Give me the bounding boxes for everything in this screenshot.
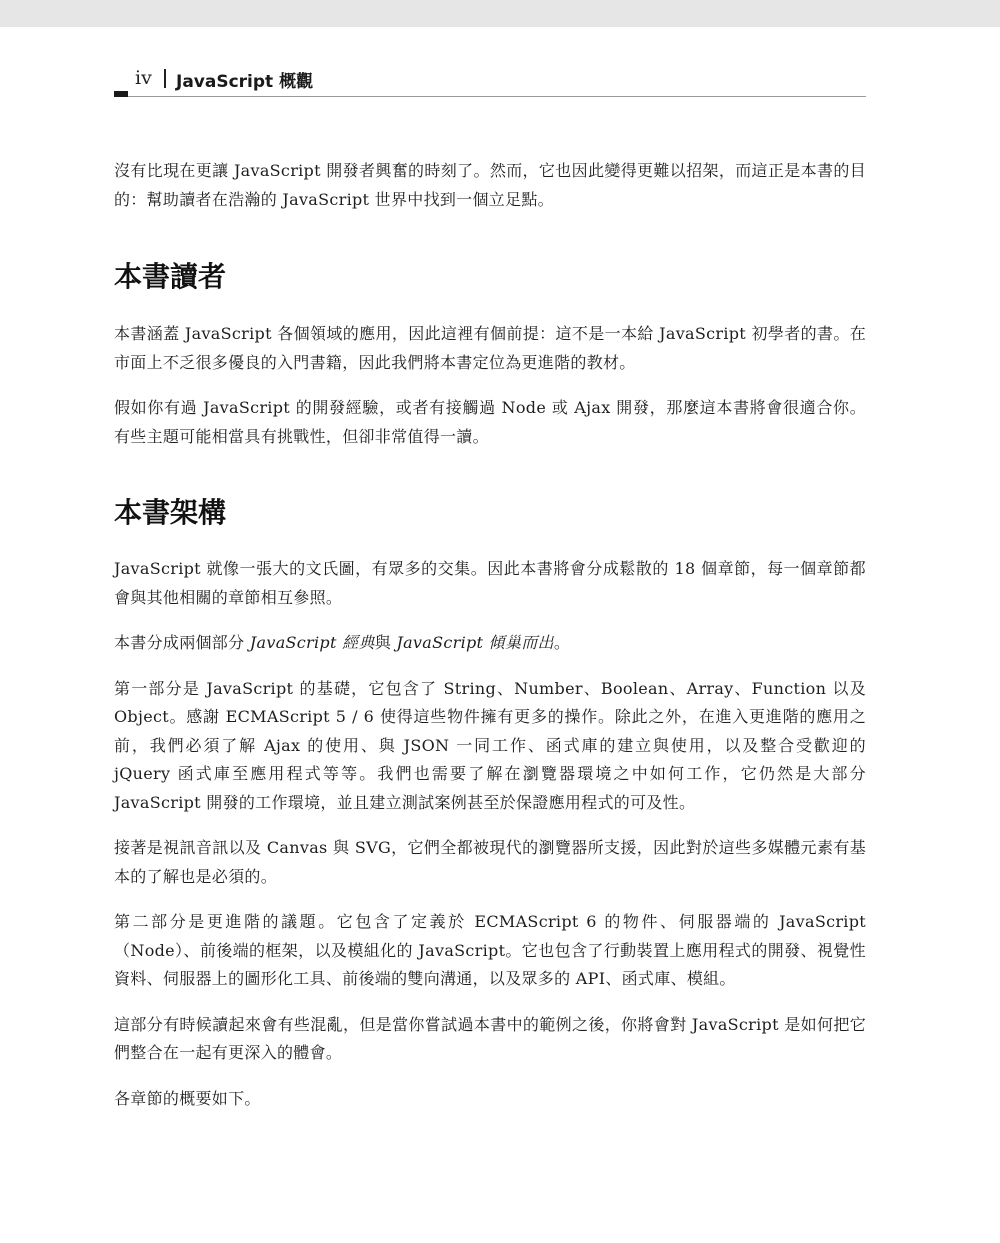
structure-p2-text-b: 與: [374, 633, 397, 652]
structure-paragraph-1: JavaScript 就像一張大的文氏圖，有眾多的交集。因此本書將會分成鬆散的 18 個章節，每一個章節都會與其他相關的章節相互參照。: [114, 559, 866, 607]
intro-paragraph: 沒有比現在更讓 JavaScript 開發者興奮的時刻了。然而，它也因此變得更難以招架，而這正是本書的目的：幫助讀者在浩瀚的 JavaScript 世界中找到一個立足點。: [114, 161, 866, 209]
structure-p2-text-a: 本書分成兩個部分: [114, 633, 250, 652]
part-one-title: JavaScript 經典: [249, 633, 375, 652]
structure-paragraph-5: 第二部分是更進階的議題。它包含了定義於 ECMAScript 6 的物件、伺服器端的 JavaScript（Node）、前後端的框架，以及模組化的 JavaScript。它也包含了行動裝置上應用程式的開發、視覺性資料、伺服器上的圖形化工具、前後端的雙向溝通，以及眾多的 API、函式庫、模組。: [114, 912, 866, 988]
page-top-strip: [0, 0, 1000, 27]
structure-paragraph-6: 這部分有時候讀起來會有些混亂，但是當你嘗試過本書中的範例之後，你將會對 JavaScript 是如何把它們整合在一起有更深入的體會。: [114, 1014, 866, 1062]
header-marker: [114, 91, 128, 97]
structure-p2-text-c: 。: [553, 633, 571, 652]
part-two-title: JavaScript 傾巢而出: [396, 633, 554, 652]
structure-paragraph-4: 接著是視訊音訊以及 Canvas 與 SVG，它們全都被現代的瀏覽器所支援，因此對於這些多媒體元素有基本的了解也是必須的。: [114, 838, 866, 886]
structure-paragraph-3: 第一部分是 JavaScript 的基礎，它包含了 String、Number、Boolean、Array、Function 以及 Object。感謝 ECMAScript 5 / 6 使得這些物件擁有更多的操作。除此之外，在進入更進階的應用之前，我們必須了解 Ajax 的使用、與 JSON 一同工作、函式庫的建立與使用，以及整合受歡迎的 jQuery 函式庫至應用程式等等。我們也需要了解在瀏覽器環境之中如何工作，它仍然是大部分 JavaScript 開發的工作環境，並且建立測試案例甚至於保證應用程式的可及性。: [114, 678, 866, 812]
page-number: iv: [135, 67, 152, 89]
section-heading-structure: 本書架構: [114, 496, 227, 529]
structure-paragraph-2: [114, 629, 866, 658]
page-body: [114, 157, 866, 1113]
readers-paragraph-2: 假如你有過 JavaScript 的開發經驗，或者有接觸過 Node 或 Ajax 開發，那麼這本書將會很適合你。有些主題可能相當具有挑戰性，但卻非常值得一讀。: [114, 398, 866, 446]
running-title: JavaScript 概觀: [176, 72, 314, 92]
section-heading-readers: 本書讀者: [114, 260, 227, 293]
running-header: [114, 64, 866, 97]
header-separator: [164, 69, 166, 88]
readers-paragraph-1: 本書涵蓋 JavaScript 各個領域的應用，因此這裡有個前提：這不是一本給 JavaScript 初學者的書。在市面上不乏很多優良的入門書籍，因此我們將本書定位為更進階的教材。: [114, 324, 866, 372]
structure-paragraph-7: 各章節的概要如下。: [114, 1088, 261, 1108]
